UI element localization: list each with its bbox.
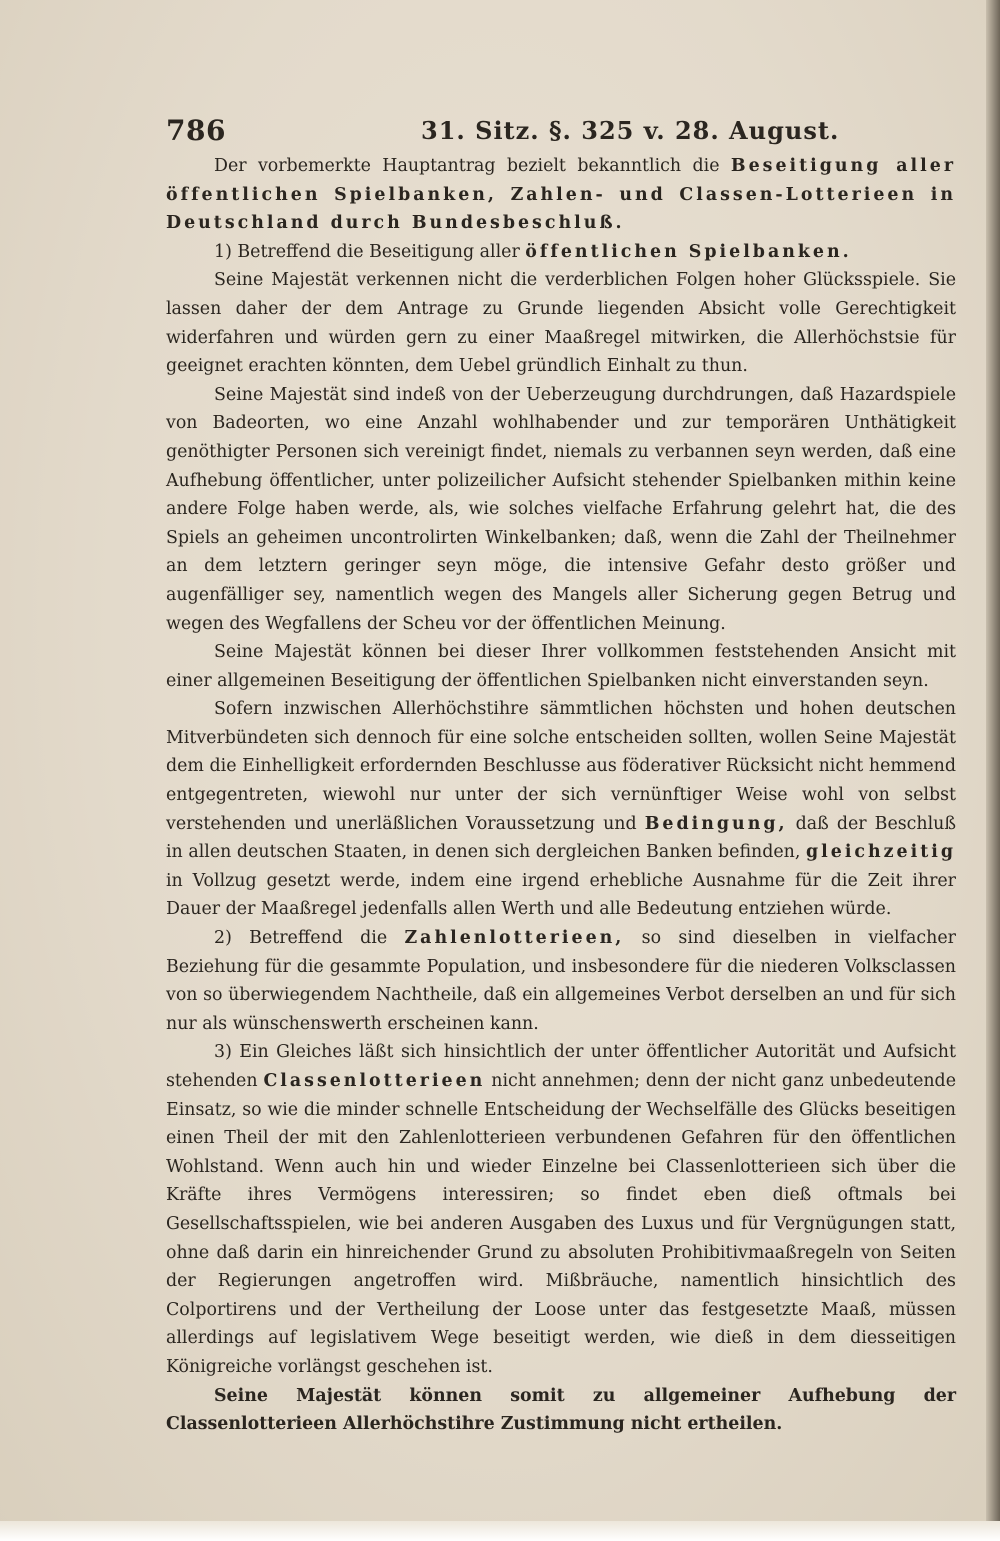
paragraph-6-emphasis-2: gleichzeitig xyxy=(805,842,956,863)
paragraph-9 xyxy=(166,1382,956,1439)
paragraph-6-text-end: in Vollzug gesetzt werde, indem eine irgend erhebliche Ausnahme für die Zeit ihrer Dauer der Maaßregel jedenfalls allen Werth und alle Bedeutung entziehen würde. xyxy=(166,870,956,920)
paragraph-7-text: 2) Betreffend die xyxy=(214,928,405,949)
page-bottom-margin xyxy=(0,1521,1000,1541)
paragraph-7-emphasis: Zahlenlotterieen, xyxy=(404,928,625,949)
paragraph-9-text: Seine Majestät können somit zu allgemeiner Aufhebung der Classenlotterieen Allerhöchstihre Zustimmung nicht ertheilen. xyxy=(166,1385,956,1435)
body-text xyxy=(166,152,956,1439)
paragraph-6 xyxy=(166,695,956,924)
paragraph-4 xyxy=(166,381,956,638)
paragraph-7 xyxy=(166,924,956,1038)
paragraph-6-text-cont: daß der Beschluß in allen deutschen Staaten, in denen sich dergleichen Banken befinden, xyxy=(166,813,956,863)
paragraph-4-text: Seine Majestät sind indeß von der Ueberzeugung durchdrungen, daß Hazardspiele von Badeorten, wo eine Anzahl wohlhabender und zur temporären Unthätigkeit genöthigter Personen sich vereinigt findet, niemals zu verbannen seyn werden, daß eine Aufhebung öffentlicher, unter polizeilicher Aufsicht stehender Spielbanken mithin keine andere Folge haben werde, als, wie solches vielfache Erfahrung gelehrt hat, die des Spiels an geheimen uncontrolirten Winkelbanken; daß, wenn die Zahl der Theilnehmer an dem letztern geringer seyn möge, die intensive Gefahr desto größer und augenfälliger sey, namentlich wegen des Mangels aller Sicherung gegen Betrug und wegen des Wegfallens der Scheu vor der öffentlichen Meinung. xyxy=(166,384,956,634)
paragraph-7-text-cont: so sind dieselben in vielfacher Beziehung für die gesammte Population, und insbesondere für die niederen Volksclassen von so überwiegendem Nachtheile, daß ein allgemeines Verbot derselben an und für sich nur als wünschenswerth erscheinen kann. xyxy=(166,928,956,1034)
page-number: 786 xyxy=(166,114,226,147)
paragraph-1-text: Der vorbemerkte Hauptantrag bezielt bekanntlich die xyxy=(214,156,731,176)
page-edge-shadow xyxy=(986,0,1000,1541)
paragraph-5-text: Seine Majestät können bei dieser Ihrer vollkommen feststehenden Ansicht mit einer allgemeinen Beseitigung der öffentlichen Spielbanken nicht einverstanden seyn. xyxy=(166,642,956,691)
paragraph-8-text-cont: nicht annehmen; denn der nicht ganz unbedeutende Einsatz, so wie die minder schnelle Entscheidung der Wechselfälle des Glücks beseitigen einen Theil der mit den Zahlenlotterieen verbundenen Gefahren für den öffentlichen Wohlstand. Wenn auch hin und wieder Einzelne bei Classenlotterieen sich über die Kräfte ihres Vermögens interessiren; so findet eben dieß oftmals bei Gesellschaftsspielen, wie bei anderen Ausgaben des Luxus und für Vergnügungen statt, ohne daß darin ein hinreichender Grund zu absoluten Prohibitivmaaßregeln von Seiten der Regierungen angetroffen wird. Mißbräuche, namentlich hinsichtlich des Colportirens und der Vertheilung der Loose unter das festgesetzte Maaß, müssen allerdings auf legislativem Wege beseitigt werden, wie dieß in dem diesseitigen Königreiche vorlängst geschehen ist. xyxy=(166,1071,956,1377)
paragraph-6-emphasis: Bedingung, xyxy=(644,813,788,834)
page-header xyxy=(166,110,966,150)
paragraph-2-text: 1) Betreffend die Beseitigung aller xyxy=(214,241,526,262)
paragraph-2-emphasis: öffentlichen Spielbanken. xyxy=(525,241,852,262)
paragraph-8-emphasis: Classenlotterieen xyxy=(263,1071,486,1091)
running-head: 31. Sitz. §. 325 v. 28. August. xyxy=(421,116,840,145)
paragraph-3 xyxy=(166,266,956,380)
paragraph-5 xyxy=(166,638,956,695)
paragraph-1 xyxy=(166,152,956,238)
paragraph-6-text: Sofern inzwischen Allerhöchstihre sämmtlichen höchsten und hohen deutschen Mitverbündeten sich dennoch für eine solche entscheiden sollten, wollen Seine Majestät dem die Einhelligkeit erfordernden Beschlusse aus föderativer Rücksicht nicht hemmend entgegentreten, wiewohl nur unter der sich vernünftiger Weise wohl von selbst verstehenden und unerläßlichen Voraussetzung und xyxy=(166,699,956,834)
paragraph-3-text: Seine Majestät verkennen nicht die verderblichen Folgen hoher Glücksspiele. Sie lassen daher der dem Antrage zu Grunde liegenden Absicht volle Gerechtigkeit widerfahren und würden gern zu einer Maaßregel mitwirken, die Allerhöchstsie für geeignet erachten könnten, dem Uebel gründlich Einhalt zu thun. xyxy=(166,270,956,377)
paragraph-8 xyxy=(166,1038,956,1381)
paragraph-1-emphasis: Beseitigung aller öffentlichen Spielbanken, Zahlen- und Classen-Lotterieen in Deutschland durch Bundesbeschluß. xyxy=(166,156,956,234)
paragraph-8-text: 3) Ein Gleiches läßt sich hinsichtlich der unter öffentlicher Autorität und Aufsicht stehenden xyxy=(166,1042,956,1091)
paragraph-2 xyxy=(166,238,956,267)
